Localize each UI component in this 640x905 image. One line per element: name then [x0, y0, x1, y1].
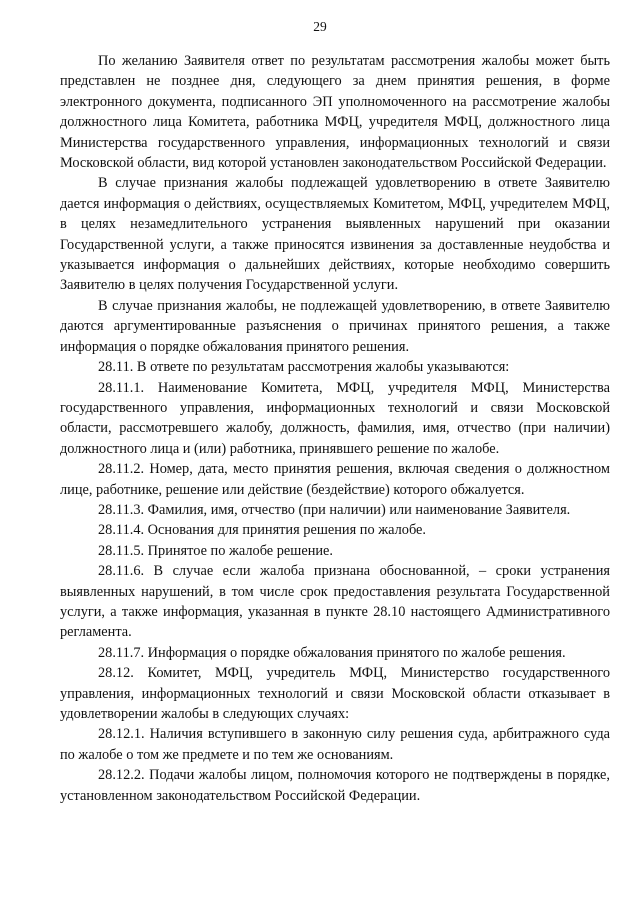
paragraph-answer-electronic-form: По желанию Заявителя ответ по результатам рассмотрения жалобы может быть представлен не позднее дня, следующего за днем принятия решения, в форме электронного документа, подписанного ЭП уполномоченного на рассмотрение жалобы должностного лица Комитета, работника МФЦ, учредителя МФЦ, должностного лица Министерства государственного управления, информационных технологий и связи Московской области, вид которой установлен законодательством Российской Федерации.: [60, 53, 610, 172]
page-number: 29: [313, 19, 327, 34]
clause-28-12-1: 28.12.1. Наличия вступившего в законную силу решения суда, арбитражного суда по жалобе о том же предмете и по тем же основаниям.: [60, 726, 610, 763]
clause-28-11-4: 28.11.4. Основания для принятия решения по жалобе.: [98, 522, 427, 539]
clause-28-11-2: 28.11.2. Номер, дата, место принятия решения, включая сведения о должностном лице, работнике, решение или действие (бездействие) которого обжалуется.: [60, 461, 610, 498]
clause-28-11: 28.11. В ответе по результатам рассмотрения жалобы указываются:: [98, 359, 510, 376]
clause-28-11-5: 28.11.5. Принятое по жалобе решение.: [98, 542, 334, 559]
clause-28-11-6: 28.11.6. В случае если жалоба признана обоснованной, – сроки устранения выявленных нарушений, в том числе срок предоставления результата Государственной услуги, а также информация, указанная в пункте 28.10 настоящего Административного регламента.: [60, 563, 610, 641]
clause-28-12-2: 28.12.2. Подачи жалобы лицом, полномочия которого не подтверждены в порядке, установленном законодательством Российской Федерации.: [60, 767, 610, 804]
document-body: [60, 51, 610, 806]
paragraph-complaint-not-satisfied: В случае признания жалобы, не подлежащей удовлетворению, в ответе Заявителю даются аргументированные разъяснения о причинах принятого решения, а также информация о порядке обжалования принятого решения.: [60, 297, 610, 355]
clause-28-11-7: 28.11.7. Информация о порядке обжалования принятого по жалобе решения.: [98, 644, 566, 661]
paragraph-complaint-satisfied: В случае признания жалобы подлежащей удовлетворению в ответе Заявителю дается информация о действиях, осуществляемых Комитетом, МФЦ, учредителем МФЦ, в целях незамедлительного устранения выявленных нарушений при оказании Государственной услуги, а также приносятся извинения за доставленные неудобства и указывается информация о дальнейших действиях, которые необходимо совершить Заявителю в целях получения Государственной услуги.: [60, 175, 610, 294]
clause-28-12: 28.12. Комитет, МФЦ, учредитель МФЦ, Министерство государственного управления, информационных технологий и связи Московской области отказывает в удовлетворении жалобы в следующих случаях:: [60, 665, 610, 722]
clause-28-11-3: 28.11.3. Фамилия, имя, отчество (при наличии) или наименование Заявителя.: [98, 501, 571, 518]
clause-28-11-1: 28.11.1. Наименование Комитета, МФЦ, учредителя МФЦ, Министерства государственного управления, информационных технологий и связи Московской области, рассмотревшего жалобу, должность, фамилия, имя, отчество (при наличии) должностного лица и (или) работника, принявшего решение по жалобе.: [60, 379, 610, 457]
